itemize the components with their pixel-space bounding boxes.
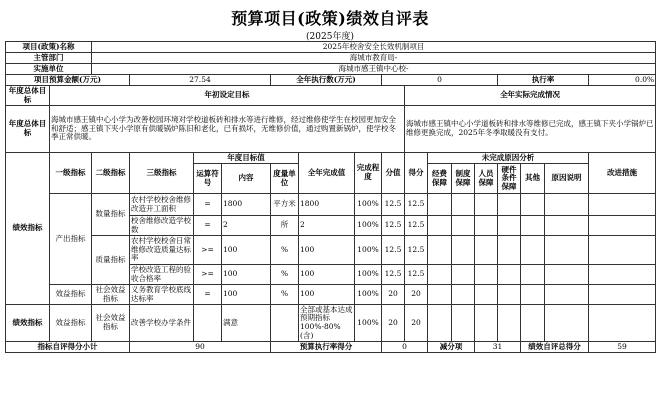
content-cell: 2 (222, 216, 271, 236)
measures-header: 改进措施 (589, 153, 656, 194)
degree-cell: 100% (355, 236, 382, 265)
exec-label: 全年执行数(万元) (271, 75, 382, 86)
level1-header: 一级指标 (50, 153, 92, 194)
full-year-header: 全年完成值 (299, 153, 355, 194)
unit-cell: % (271, 236, 299, 265)
value-cell: 全部或基本达成预期指标100%-80%(含) (300, 304, 353, 340)
level2-header: 二级指标 (92, 153, 130, 194)
reason-staff-header: 人员保障 (475, 164, 498, 194)
level1-benefit: 效益指标 (50, 285, 92, 305)
unit-cell: 所 (271, 216, 299, 236)
reason-funding-header: 经费保障 (428, 164, 452, 194)
content-cell: 100 (222, 236, 271, 265)
annual-target-header: 年度目标值 (194, 153, 299, 164)
budget-label: 项目预算金额(万元) (6, 75, 130, 86)
row-indicator-header-1 (6, 153, 656, 164)
content-header: 内容 (222, 164, 271, 194)
value-cell: 100 (299, 265, 355, 285)
goals-row-label: 年度总体目标 (6, 86, 50, 106)
level3-cell: 农村学校校舍维修改造开工面积 (130, 194, 194, 216)
deduct-label: 减分项 (428, 342, 475, 353)
content-cell: 1800 (222, 194, 271, 216)
got-cell: 12.5 (405, 216, 428, 236)
value-cell: 100 (299, 236, 355, 265)
score-cell: 12.5 (382, 194, 405, 216)
got-cell: 12.5 (405, 194, 428, 216)
level2-quantity: 数量指标 (92, 194, 130, 236)
op-cell: >= (194, 236, 222, 265)
deduct-value: 31 (475, 342, 521, 353)
level3-cell: 改善学校办学条件 (130, 305, 194, 342)
row-budget (6, 75, 656, 86)
value-cell: 1800 (299, 194, 355, 216)
degree-cell: 100% (355, 265, 382, 285)
reason-desc-header: 原因说明 (545, 164, 589, 194)
row-goals-header (6, 86, 656, 106)
level1-benefit-2: 效益指标 (50, 305, 92, 342)
row-unit (6, 64, 656, 75)
total-label: 绩效自评总得分 (521, 342, 589, 353)
value-cell: 100 (299, 285, 355, 305)
reasons-header: 未完成原因分析 (428, 153, 589, 164)
rate-label: 执行率 (498, 75, 589, 86)
project-name-value: 2025年校舍安全长效机制项目 (92, 42, 656, 53)
reason-hardware-header: 硬件条件保障 (498, 164, 521, 194)
score-cell: 20 (382, 285, 405, 305)
actual-goal-text: 海城市感王镇中心小学道板砖和排水等维修已完成，感王镇下夹小学锅炉已维修更换完成，2025年冬季取暖没有支付。 (405, 106, 656, 153)
level3-cell: 义务教育学校底线达标率 (130, 285, 194, 305)
got-cell: 12.5 (405, 265, 428, 285)
project-name-label: 项目(政策)名称 (6, 42, 92, 53)
level3-cell: 校舍维修改造学校数 (130, 216, 194, 236)
score-cell: 12.5 (382, 216, 405, 236)
level3-cell: 学校改造工程的验收合格率 (130, 265, 194, 285)
value-cell: 2 (299, 216, 355, 236)
row-goals-body (6, 106, 656, 153)
table-row (6, 305, 656, 342)
level2-social: 社会效益指标 (92, 285, 130, 305)
actual-goal-label: 全年实际完成情况 (405, 86, 656, 106)
unit-cell: % (271, 265, 299, 285)
level3-cell: 农村学校校舍日常维修改造质量达标率 (130, 236, 194, 265)
content-cell: 100 (222, 265, 271, 285)
content-cell: 100 (222, 285, 271, 305)
degree-cell: 100% (355, 216, 382, 236)
evaluation-table (5, 41, 656, 353)
degree-cell: 100% (355, 285, 382, 305)
op-header: 运算符号 (194, 164, 222, 194)
op-cell: = (194, 285, 222, 305)
got-cell: 12.5 (405, 236, 428, 265)
dept-label: 主管部门 (6, 53, 92, 64)
got-cell: 20 (405, 305, 428, 342)
row-footer (6, 342, 656, 353)
budget-score-label: 预算执行率得分 (271, 342, 382, 353)
score-cell: 20 (382, 305, 405, 342)
table-row (6, 194, 656, 216)
degree-header: 完成程度 (355, 153, 382, 194)
unit-header: 度量单位 (271, 164, 299, 194)
reason-other-header: 其他 (521, 164, 545, 194)
unit-label: 实施单位 (6, 64, 92, 75)
row-dept (6, 53, 656, 64)
goals-row-label-2: 年度总体目标 (6, 106, 50, 153)
unit-cell (271, 305, 299, 342)
reason-system-header: 制度保障 (452, 164, 475, 194)
level3-header: 三级指标 (130, 153, 194, 194)
got-cell: 20 (405, 285, 428, 305)
subtotal-label: 指标自评得分小计 (6, 342, 130, 353)
level1-output: 产出指标 (50, 194, 92, 285)
op-cell: >= (194, 265, 222, 285)
budget-value: 27.54 (130, 75, 271, 86)
dept-value: 海城市教育局- (92, 53, 656, 64)
unit-cell: % (271, 285, 299, 305)
degree-cell: 100% (355, 305, 382, 342)
table-row (6, 236, 656, 265)
row-project-name (6, 42, 656, 53)
perf-label: 绩效指标 (6, 153, 50, 305)
page-title: 预算项目(政策)绩效自评表 (231, 9, 429, 28)
level2-quality: 质量指标 (92, 236, 130, 285)
score-cell: 12.5 (382, 236, 405, 265)
op-cell: = (194, 216, 222, 236)
initial-goal-label: 年初设定目标 (50, 86, 405, 106)
rate-value: 0.0% (589, 75, 656, 86)
unit-value: 海城市感王镇中心校- (92, 64, 656, 75)
degree-cell: 100% (355, 194, 382, 216)
exec-value: 0 (382, 75, 498, 86)
level2-social-2: 社会效益指标 (92, 305, 130, 342)
op-cell (194, 305, 222, 342)
unit-cell: 平方米 (271, 194, 299, 216)
table-row (6, 285, 656, 305)
subtotal-value: 90 (130, 342, 271, 353)
op-cell: = (194, 194, 222, 216)
content-cell: 满意 (222, 305, 271, 342)
initial-goal-text: 海城市感王镇中心小学为改善校园环境对学校道板砖和排水等进行维修，经过维修使学生在校园更加安全和舒适；感王镇下夹小学原有供暖锅炉陈旧和老化，已有损坏，无维修价值，通过购置新锅炉，使学校冬季正常供暖。 (50, 106, 405, 153)
score-cell: 12.5 (382, 265, 405, 285)
budget-score-value: 0 (382, 342, 428, 353)
total-value: 59 (589, 342, 656, 353)
score-header: 分值 (382, 153, 405, 194)
got-header: 得分 (405, 153, 428, 194)
page-year: (2025年度) (306, 32, 354, 42)
perf-label-2: 绩效指标 (6, 305, 50, 342)
